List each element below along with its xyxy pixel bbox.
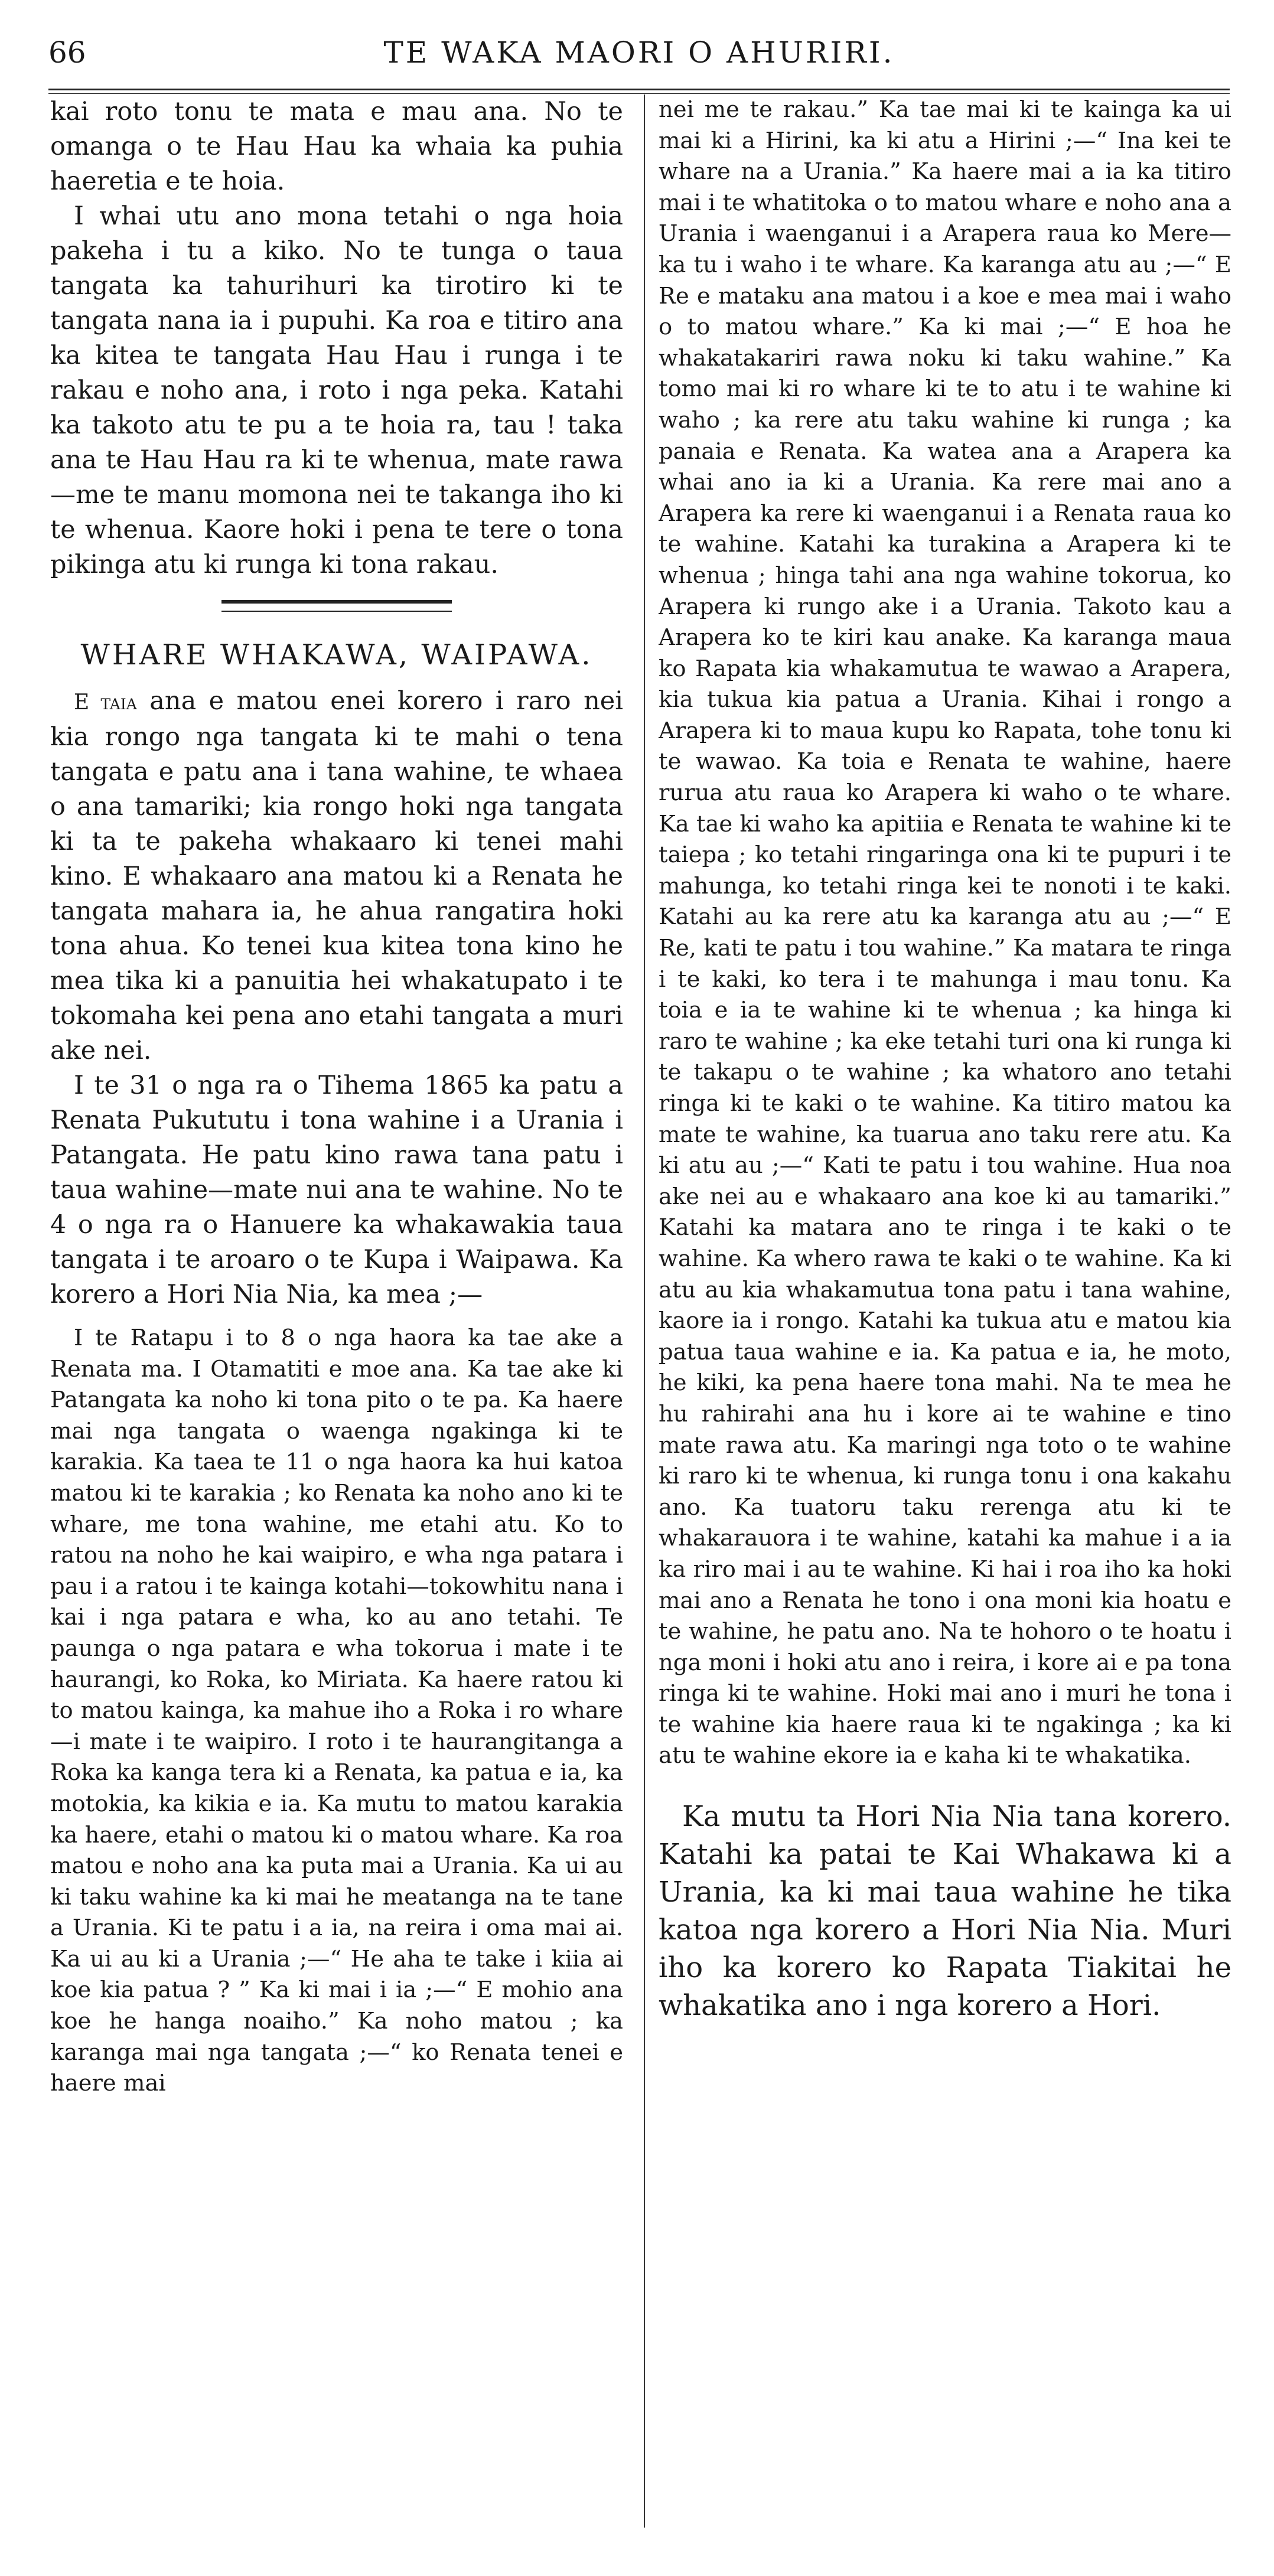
paragraph-3-text: ana e matou enei korero i raro nei kia rongo nga tangata ki te mahi o tena tangata e patu ana i tana wahine, te whaea o ana tamariki; kia rongo hoki nga tangata ki ta te pakeha whakaaro ki tenei mahi kino. E whakaaro ana matou ki a Renata he tangata mahara ia, he ahua rangatira hoki tona ahua. Ko tenei kua kitea tona kino he mea tika ki a panuitia hei whakatupato i te tokomaha kei pena ano etahi tangata a muri ake nei.	[50, 686, 623, 1065]
paragraph-4: I te 31 o nga ra o Tihema 1865 ka patu a Renata Pukututu i tona wahine i a Urania i Patangata. He patu kino rawa tana patu i taua wahine—mate nui ana te wahine. No te 4 o nga ra o Hanuere ka whakawakia taua tangata i te aroaro o te Kupa i Waipawa. Ka korero a Hori Nia Nia, ka mea ;—	[50, 1071, 623, 1309]
testimony-1: I te Ratapu i to 8 o nga haora ka tae ake a Renata ma. I Otamatiti e moe ana. Ka tae ake ki Patangata ka noho ki tona pito o te pa. Ka haere mai nga tangata o waenga ngakinga ki te karakia. Ka taea te 11 o nga haora ka hui katoa matou ki te karakia ; ko Renata ka noho ano ki te whare, me tona wahine, me etahi atu. Ko to ratou na noho he kai waipiro, e wha nga patara i pau i a ratou i te kainga kotahi—tokowhitu nana i kai i nga patara e wha, ko au ano tetahi. Te paunga o nga patara e wha tokorua i mate i te haurangi, ko Roka, ko Miriata. Ka haere ratou ki to matou kainga, ka mahue iho a Roka i ro whare—i mate i te waipiro. I roto i te haurangitanga a Roka ka kanga tera ki a Renata, ka patua e ia, ka motokia, ka kikia e ia. Ka mutu to matou karakia ka haere, etahi o matou ki o matou whare. Ka roa matou e noho ana ka puta mai a Urania. Ka ui au ki taku wahine ka ki mai he meatanga na te tane a Urania. Ki te patu i a ia, na reira i oma mai ai. Ka ui au ki a Urania ;—“ He aha te take i kiia ai koe kia patua ? ” Ka ki mai i ia ;—“ E mohio ana koe he hanga noaiho.” Ka noho matou ; ka karanga mai nga tangata ;—“ ko Renata tenei e haere mai	[50, 1325, 623, 2097]
right-column	[659, 94, 1231, 2563]
lead-in: E taia	[74, 690, 137, 715]
section-divider	[221, 600, 452, 612]
header-rule	[48, 89, 1230, 94]
left-column	[50, 94, 623, 2563]
section-title: WHARE WHAKAWA, WAIPAWA.	[80, 638, 593, 671]
column-divider	[644, 94, 645, 2528]
testimony-2: nei me te rakau.” Ka tae mai ki te kainga ka ui mai ki a Hirini, ka ki atu a Hirini ;—“ Ina kei te whare na a Urania.” Ka haere mai a ia ka titiro mai i te whatitoka o to matou whare e noho ana a Urania i waenganui i a Arapera raua ko Mere—ka tu i waho i te whare. Ka karanga atu au ;—“ E Re e mataku ana matou i a koe e mea mai i waho o to matou whare.” Ka ki mai ;—“ E hoa he whakatakariri rawa noku ki taku wahine.” Ka tomo mai ki ro whare ki te to atu i te wahine ki waho ; ka rere atu taku wahine ki runga ; ka panaia e Renata. Ka watea ana a Arapera ka whai ano ia ki a Urania. Ka rere mai ano a Arapera ka rere ki waenganui i a Renata raua ko te wahine. Katahi ka turakina a Arapera ki te whenua ; hinga tahi ana nga wahine tokorua, ko Arapera ki rungo ake i a Urania. Takoto kau a Arapera ko te kiri kau anake. Ka karanga maua ko Rapata kia whakamutua te wawao a Arapera, kia tukua kia patua a Urania. Kihai i rongo a Arapera ki to maua kupu ko Rapata, tohe tonu ki te wawao. Ka toia e Renata te wahine, haere rurua atu raua ko Arapera ki waho o te whare. Ka tae ki waho ka apitiia e Renata te wahine ki te taiepa ; ko tetahi ringaringa ona ki te pupuri i te mahunga, ko tetahi ringa kei te nonoti i te kaki. Katahi au ka rere atu ka karanga atu au ;—“ E Re, kati te patu i tou wahine.” Ka matara te ringa i te kaki, ko tera i te mahunga i mau tonu. Ka toia e ia te wahine ki te whenua ; ka hinga ki raro te wahine ; ka eke tetahi turi ona ki runga ki te takapu o te wahine ; ka whatoro ano tetahi ringa ki te kaki o te wahine. Ka titiro matou ka mate te wahine, ka tuarua ano taku rere atu. Ka ki atu au ;—“ Kati te patu i tou wahine. Hua noa ake nei au e whakaaro ana koe ki au tamariki.” Katahi ka matara ano te ringa i te kaki o te wahine. Ka whero rawa te kaki o te wahine. Ka ki atu au kia whakamutua tona patu i tana wahine, kaore ia i rongo. Katahi ka tukua atu e matou kia patua taua wahine e ia. Ka patua e ia, he moto, he kiki, ka pena haere tona mahi. Na te mea he hu rahirahi ana hu i kore ai te wahine e tino mate rawa atu. Ka maringi nga toto o te wahine ki raro ki te whenua, ki runga tonu i ona kakahu ano. Ka tuatoru taku rerenga atu ki te whakarauora i te wahine, katahi ka mahue i a ia ka riro mai i au te wahine. Ki hai i roa iho ka hoki mai ano a Renata he tono i ona moni kia hoatu e te wahine, he patu ano. Na te hohoro o te hoatu i nga moni i hoki atu ano i reira, i kore ai e pa tona ringa ki te wahine. Hoki mai ano i muri he tona i te wahine kia haere raua ki te ngakinga ; ka ki atu te wahine ekore ia e kaha ki te whakatika.	[659, 96, 1231, 1769]
running-title: TE WAKA MAORI O AHURIRI.	[383, 35, 895, 70]
paragraph-2: I whai utu ano mona tetahi o nga hoia pakeha i tu a kiko. No te tunga o taua tangata ka tahurihuri ka tirotiro ki te tangata nana ia i pupuhi. Ka roa e titiro ana ka kitea te tangata Hau Hau i runga i te rakau e noho ana, i roto i nga peka. Katahi ka takoto atu te pu a te hoia ra, tau ! taka ana te Hau Hau ra ki te whenua, mate rawa—me te manu momona nei te takanga iho ki te whenua. Kaore hoki i pena te tere o tona pikinga atu ki runga ki tona rakau.	[50, 201, 623, 579]
closing-paragraph: Ka mutu ta Hori Nia Nia tana korero. Katahi ka patai te Kai Whakawa ki a Urania, ka ki mai taua wahine he tika katoa nga korero a Hori Nia Nia. Muri iho ka korero ko Rapata Tiakitai he whakatika ano i nga korero a Hori.	[659, 1800, 1231, 2023]
page-number: 66	[48, 35, 86, 70]
paragraph-1: kai roto tonu te mata e mau ana. No te omanga o te Hau Hau ka whaia ka puhia haeretia e te hoia.	[50, 97, 623, 196]
page-header	[48, 35, 1230, 83]
paragraph-3	[50, 684, 623, 1068]
